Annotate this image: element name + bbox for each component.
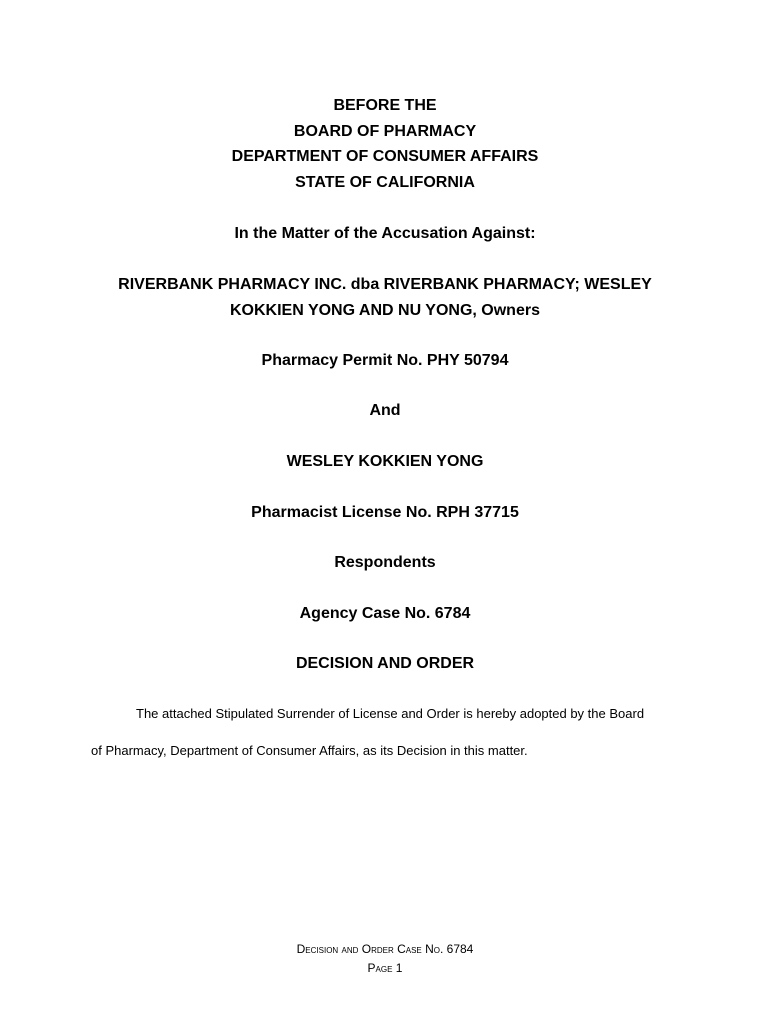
conjunction-text: And <box>369 402 401 419</box>
pharmacy-permit <box>0 348 770 374</box>
caption-line-board: BOARD OF PHARMACY <box>293 122 477 140</box>
caption-block <box>0 93 770 195</box>
pharmacist-license-text: Pharmacist License No. RPH 37715 <box>251 504 519 521</box>
matter-heading-text: In the Matter of the Accusation Against: <box>234 225 536 242</box>
decision-title <box>0 651 770 677</box>
respondents-label-text: Respondents <box>334 554 436 571</box>
agency-case-text: Agency Case No. 6784 <box>299 605 471 622</box>
pharmacist-name-text: WESLEY KOKKIEN YONG <box>286 453 484 470</box>
respondent-line-1: RIVERBANK PHARMACY INC. dba RIVERBANK PHARMACY; WESLEY <box>118 276 652 293</box>
caption-line-department: DEPARTMENT OF CONSUMER AFFAIRS <box>231 148 539 165</box>
respondent-block <box>0 272 770 323</box>
respondent-line-2: KOKKIEN YONG AND NU YONG, Owners <box>230 301 540 319</box>
footer-case-line: Decision and Order Case No. 6784 <box>296 942 474 956</box>
body-paragraph-line-1: The attached Stipulated Surrender of License and Order is hereby adopted by the Board <box>136 706 645 721</box>
agency-case-number <box>0 601 770 627</box>
respondents-label <box>0 550 770 576</box>
pharmacist-name <box>0 449 770 475</box>
matter-heading <box>0 221 770 247</box>
pharmacist-license <box>0 500 770 526</box>
page-footer <box>0 940 770 978</box>
caption-line-before-the: BEFORE THE <box>333 97 437 114</box>
body-paragraph-line-2: of Pharmacy, Department of Consumer Affairs, as its Decision in this matter. <box>91 743 528 758</box>
caption-line-state: STATE OF CALIFORNIA <box>295 173 475 191</box>
footer-page-number: Page 1 <box>367 961 403 975</box>
decision-title-text: DECISION AND ORDER <box>295 655 475 672</box>
conjunction <box>0 398 770 424</box>
pharmacy-permit-text: Pharmacy Permit No. PHY 50794 <box>261 352 509 369</box>
